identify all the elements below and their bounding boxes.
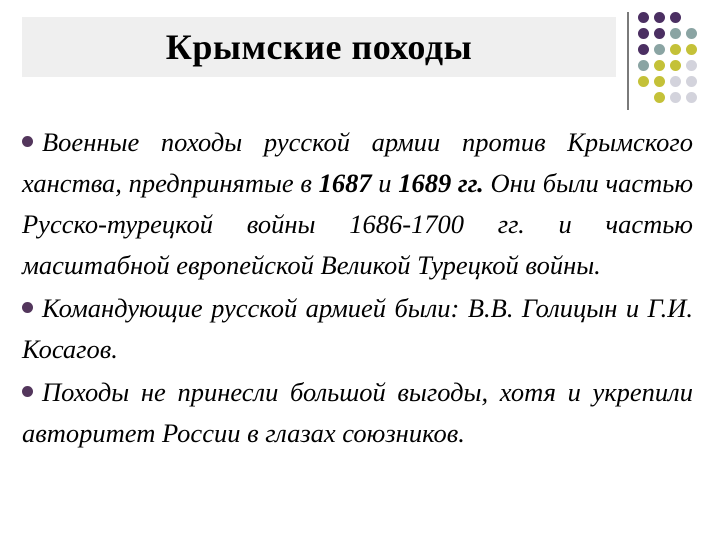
decorative-dot (654, 12, 665, 23)
decorative-dot (670, 76, 681, 87)
decorative-dot (670, 92, 681, 103)
bullet-text: Командующие русской армией были: В.В. Голицын и Г.И. Косагов. (22, 293, 693, 364)
bullet-icon (22, 386, 33, 397)
decorative-dot (670, 12, 681, 23)
decorative-dot (670, 60, 681, 71)
bullet-list (22, 122, 693, 456)
bullet-item (22, 372, 693, 454)
dot-grid-decoration (638, 12, 710, 108)
year-1687: 1687 (318, 168, 372, 198)
bullet-item (22, 122, 693, 286)
decorative-dot (638, 76, 649, 87)
decorative-dot (654, 28, 665, 39)
decorative-dot (686, 92, 697, 103)
vertical-divider (627, 12, 629, 110)
bullet-icon (22, 302, 33, 313)
year-1689: 1689 гг. (398, 168, 484, 198)
decorative-dot (686, 44, 697, 55)
bullet-icon (22, 136, 33, 147)
bullet-text: и (371, 168, 399, 198)
decorative-dot (686, 76, 697, 87)
slide-title: Крымские походы (165, 27, 473, 67)
bullet-item (22, 288, 693, 370)
decorative-dot (670, 28, 681, 39)
decorative-dot (638, 12, 649, 23)
decorative-dot (638, 44, 649, 55)
decorative-dot (686, 60, 697, 71)
decorative-dot (686, 28, 697, 39)
decorative-dot (670, 44, 681, 55)
decorative-dot (654, 92, 665, 103)
decorative-dot (654, 44, 665, 55)
bullet-text: Походы не принесли большой выгоды, хотя и укрепили авторитет России в глазах союзников. (22, 377, 693, 448)
decorative-dot (654, 60, 665, 71)
bullet-text: Они были частью Русско-турецкой войны 1686-1700 гг. и частью масштабной европейской Великой Турецкой войны. (22, 168, 694, 280)
bullet-text: Военные походы русской армии против Крымского ханства, предпринятые в (22, 127, 693, 198)
decorative-dot (638, 60, 649, 71)
decorative-dot (638, 28, 649, 39)
decorative-dot (654, 76, 665, 87)
